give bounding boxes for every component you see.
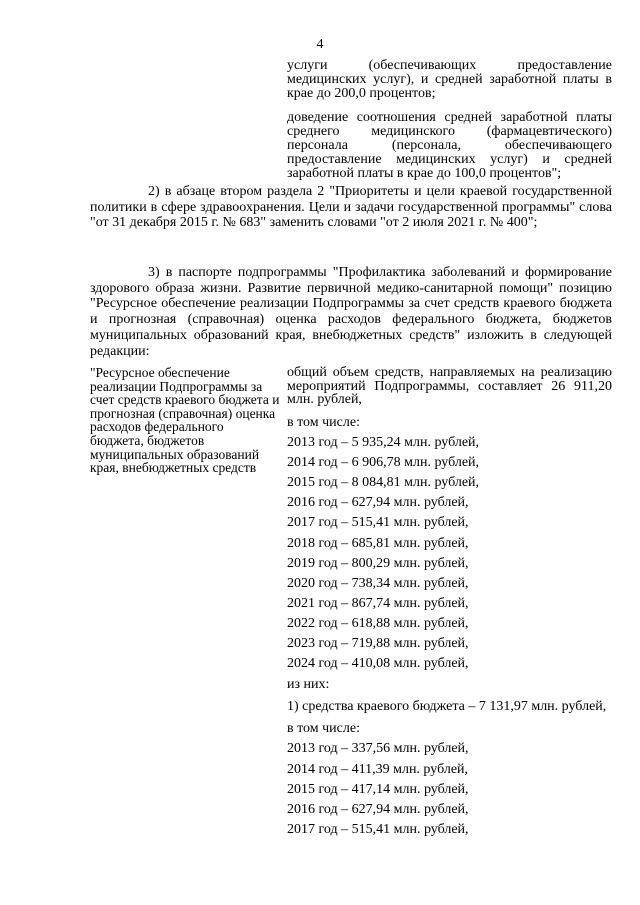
year-amount-line: 2014 год – 6 906,78 млн. рублей, bbox=[287, 455, 480, 471]
year-amount-line: 2013 год – 5 935,24 млн. рублей, bbox=[287, 434, 480, 450]
year-amount-line: 2024 год – 410,08 млн. рублей, bbox=[287, 656, 469, 672]
year-amount-line: 2019 год – 800,29 млн. рублей, bbox=[287, 555, 469, 571]
including-label: в том числе: bbox=[287, 414, 360, 430]
regional-year-amount-line: 2014 год – 411,39 млн. рублей, bbox=[287, 761, 469, 777]
page-number: 4 bbox=[316, 37, 324, 52]
year-amount-line: 2017 год – 515,41 млн. рублей, bbox=[287, 515, 469, 531]
continuation-item-1: услуги (обеспечивающих предоставление медицинских услуг), и средней заработной платы в крае до 200,0 процентов; bbox=[287, 58, 612, 101]
years-total-list bbox=[287, 433, 612, 675]
year-amount-line: 2018 год – 685,81 млн. рублей, bbox=[287, 535, 469, 551]
paragraph-3 bbox=[90, 265, 612, 359]
regional-year-amount-line: 2016 год – 627,94 млн. рублей, bbox=[287, 801, 469, 817]
paragraph-2 bbox=[90, 184, 612, 231]
year-amount-line: 2020 год – 738,34 млн. рублей, bbox=[287, 575, 469, 591]
continuation-item-2: доведение соотношения средней заработной платы среднего медицинского (фармацевтического) персонала (персонала, обеспечивающего предоставление медицинских услуг) и средней заработной платы в крае до 100,0 процентов"; bbox=[287, 110, 612, 181]
table-right-column bbox=[287, 366, 612, 840]
regional-year-amount-line: 2015 год – 417,14 млн. рублей, bbox=[287, 781, 469, 797]
total-funding-text: общий объем средств, направляемых на реализацию мероприятий Подпрограммы, составляет 26 911,20 млн. рублей, bbox=[287, 365, 612, 408]
year-amount-line: 2023 год – 719,88 млн. рублей, bbox=[287, 636, 469, 652]
regional-year-amount-line: 2017 год – 515,41 млн. рублей, bbox=[287, 822, 469, 838]
years-regional-list bbox=[287, 739, 612, 840]
year-amount-line: 2016 год – 627,94 млн. рублей, bbox=[287, 495, 469, 511]
year-amount-line: 2021 год – 867,74 млн. рублей, bbox=[287, 596, 469, 612]
including-label-2: в том числе: bbox=[287, 721, 360, 737]
regional-budget-text: 1) средства краевого бюджета – 7 131,97 млн. рублей, bbox=[287, 698, 607, 714]
table-left-label: "Ресурсное обеспечение реализации Подпрограммы за счет средств краевого бюджета и прогнозная (справочная) оценка расходов федерального бюджета, бюджетов муниципальных образований края, внебюджетных средств bbox=[90, 365, 280, 476]
of-which-label: из них: bbox=[287, 676, 330, 692]
year-amount-line: 2015 год – 8 084,81 млн. рублей, bbox=[287, 475, 480, 491]
paragraph-3-text: 3) в паспорте подпрограммы "Профилактика заболеваний и формирование здорового образа жизни. Развитие первичной медико-санитарной помощи" позицию "Ресурсное обеспечение реализации Подпрограммы за счет средств краевого бюджета и прогнозная (справочная) оценка расходов федерального бюджета, бюджетов муниципальных образований края, внебюджетных средств" изложить в следующей редакции: bbox=[90, 265, 612, 359]
year-amount-line: 2022 год – 618,88 млн. рублей, bbox=[287, 616, 469, 632]
paragraph-2-text: 2) в абзаце втором раздела 2 "Приоритеты и цели краевой государственной политики в сфере здравоохранения. Цели и задачи государственной программы" слова "от 31 декабря 2015 г. № 683" заменить словами "от 2 июля 2021 г. № 400"; bbox=[90, 184, 612, 231]
regional-year-amount-line: 2013 год – 337,56 млн. рублей, bbox=[287, 741, 469, 757]
